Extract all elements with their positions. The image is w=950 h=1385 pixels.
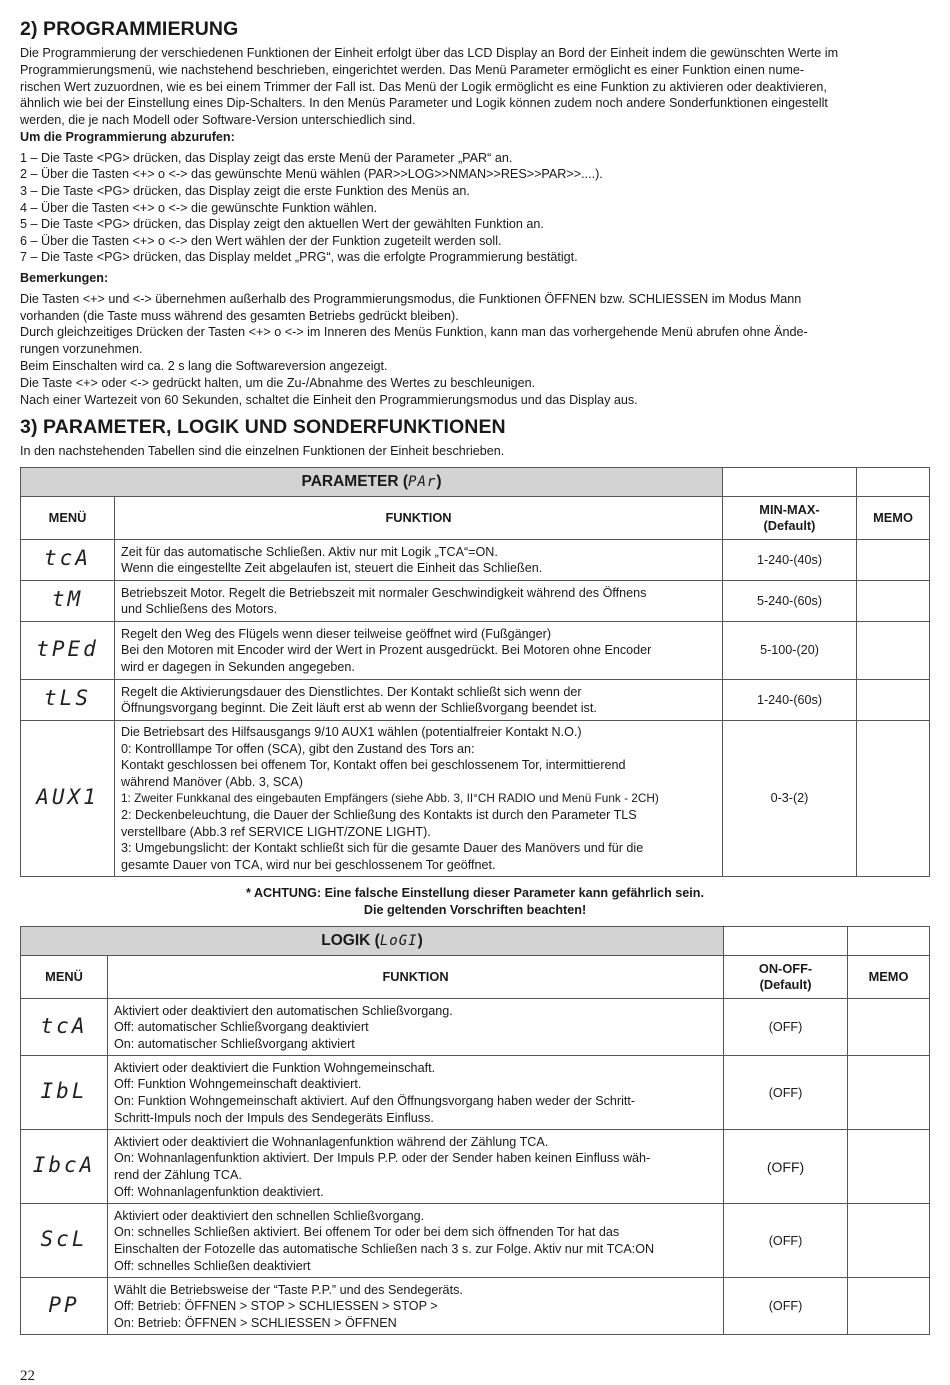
remark-line: rungen vorzunehmen. — [20, 342, 143, 357]
call-heading-text: Um die Programmierung abzurufen: — [20, 129, 235, 144]
remarks-heading-text: Bemerkungen: — [20, 270, 109, 285]
remark-line: Durch gleichzeitiges Drücken der Tasten <+> o <-> im Inneren des Menüs Funktion, kann man das vorhergehende Menü abrufen ohne Ände- — [20, 325, 808, 340]
func-line: gesamte Dauer von TCA, wird nur bei geschlossenem Tor geöffnet. — [121, 857, 496, 872]
empty-cell — [723, 468, 857, 497]
parameter-table-title — [21, 468, 723, 497]
lcd-code: tLS — [44, 686, 91, 711]
function-cell — [115, 721, 723, 877]
range-cell: 0-3-(2) — [723, 721, 857, 877]
function-cell — [115, 581, 723, 622]
remark-line: Beim Einschalten wird ca. 2 s lang die Softwareversion angezeigt. — [20, 358, 388, 373]
func-line: 3: Umgebungslicht: der Kontakt schließt sich für die gesamte Dauer des Manövers und für die — [121, 841, 644, 856]
func-line: Off: Funktion Wohngemeinschaft deaktiviert. — [114, 1077, 362, 1092]
col-function-header: FUNKTION — [115, 497, 723, 540]
table-row — [21, 999, 930, 1056]
function-cell — [108, 1278, 724, 1335]
remark-line: Die Tasten <+> und <-> übernehmen außerhalb des Programmierungsmodus, die Funktionen ÖFFNEN bzw. SCHLIESSEN im Modus Mann — [20, 291, 802, 306]
func-line: Bei den Motoren mit Encoder wird der Wert in Prozent ausgedrückt. Bei Motoren ohne Encoder — [121, 643, 652, 658]
lcd-code: tcA — [44, 546, 91, 571]
lcd-code: ScL — [40, 1227, 88, 1252]
func-line: On: automatischer Schließvorgang aktiviert — [114, 1036, 355, 1051]
call-heading — [20, 129, 930, 146]
func-line: On: Betrieb: ÖFFNEN > SCHLIESSEN > ÖFFNEN — [114, 1315, 397, 1330]
intro-line: werden, die je nach Modell oder Software-Version unterschiedlich sind. — [20, 113, 416, 128]
func-line: Aktiviert oder deaktiviert die Wohnanlagenfunktion während der Zählung TCA. — [114, 1134, 549, 1149]
col-menu-header: MENÜ — [21, 497, 115, 540]
func-line: On: Funktion Wohngemeinschaft aktiviert. Auf den Öffnungsvorgang haben weder der Schritt- — [114, 1093, 636, 1108]
menu-code — [21, 1056, 108, 1130]
range-cell: 5-100-(20) — [723, 622, 857, 680]
function-cell — [115, 680, 723, 721]
page-content — [20, 18, 930, 1335]
range-cell: 1-240-(60s) — [723, 680, 857, 721]
func-line: Einschalten der Fotozelle das automatische Schließen nach 3 s. zur Folge. Aktiv nur mit TCA:ON — [114, 1241, 655, 1256]
func-line: Die Betriebsart des Hilfsausgangs 9/10 AUX1 wählen (potentialfreier Kontakt N.O.) — [121, 725, 582, 740]
memo-cell[interactable] — [848, 1130, 930, 1204]
func-line: Aktiviert oder deaktiviert den automatischen Schließvorgang. — [114, 1003, 453, 1018]
func-line: Aktiviert oder deaktiviert den schnellen Schließvorgang. — [114, 1208, 425, 1223]
function-cell — [108, 1130, 724, 1204]
step-item: 3 – Die Taste <PG> drücken, das Display zeigt die erste Funktion des Menüs an. — [20, 183, 470, 198]
func-line: Regelt den Weg des Flügels wenn dieser teilweise geöffnet wird (Fußgänger) — [121, 626, 552, 641]
lcd-code: PP — [48, 1292, 80, 1317]
range-cell: 1-240-(40s) — [723, 540, 857, 581]
func-line: und Schließens des Motors. — [121, 602, 278, 617]
empty-cell — [724, 927, 848, 956]
step-item: 7 – Die Taste <PG> drücken, das Display meldet „PRG“, was die erfolgte Programmierung bestätigt. — [20, 250, 578, 265]
remarks-list — [20, 291, 930, 409]
menu-code — [21, 581, 115, 622]
func-line: Aktiviert oder deaktiviert die Funktion Wohngemeinschaft. — [114, 1060, 436, 1075]
lcd-code: IbL — [40, 1079, 88, 1104]
default-cell: (OFF) — [724, 1056, 848, 1130]
table-row — [21, 1204, 930, 1278]
col-memo-header: MEMO — [857, 497, 930, 540]
func-line: Off: schnelles Schließen deaktiviert — [114, 1258, 311, 1273]
col-function-header: FUNKTION — [108, 956, 724, 999]
table-row — [21, 581, 930, 622]
func-line: 2: Deckenbeleuchtung, die Dauer der Schließung des Kontakts ist durch den Parameter TLS — [121, 808, 637, 823]
func-line: Zeit für das automatische Schließen. Aktiv nur mit Logik „TCA“=ON. — [121, 544, 498, 559]
lcd-code: IbcA — [32, 1153, 96, 1178]
lcd-code: tM — [51, 587, 84, 612]
func-line: 0: Kontrolllampe Tor offen (SCA), gibt den Zustand des Tors an: — [121, 741, 475, 756]
menu-code — [21, 999, 108, 1056]
func-line: verstellbare (Abb.3 ref SERVICE LIGHT/ZONE LIGHT). — [121, 824, 431, 839]
func-line: Off: automatischer Schließvorgang deaktiviert — [114, 1020, 369, 1035]
page-number: 22 — [20, 1368, 35, 1384]
remark-line: Die Taste <+> oder <-> gedrückt halten, um die Zu-/Abnahme des Wertes zu beschleunigen. — [20, 375, 536, 390]
func-line: Wählt die Betriebsweise der “Taste P.P.” und des Sendegeräts. — [114, 1282, 463, 1297]
func-line: Kontakt geschlossen bei offenem Tor, Kontakt offen bei geschlossenem Tor, intermittierend — [121, 758, 626, 773]
section-3-heading: 3) PARAMETER, LOGIK UND SONDERFUNKTIONEN — [20, 416, 506, 439]
function-cell — [108, 1056, 724, 1130]
step-item: 4 – Über die Tasten <+> o <-> die gewünschte Funktion wählen. — [20, 200, 378, 215]
step-item: 6 – Über die Tasten <+> o <-> den Wert wählen der der Funktion zugeteilt werden soll. — [20, 233, 502, 248]
memo-cell[interactable] — [848, 1204, 930, 1278]
menu-code — [21, 1204, 108, 1278]
default-cell: (OFF) — [724, 999, 848, 1056]
intro-line: ähnlich wie bei der Einstellung eines Dip-Schalters. In den Menüs Parameter und Logik können zudem noch andere Sonderfunktionen eingestellt — [20, 96, 828, 111]
table-row — [21, 1278, 930, 1335]
table-row — [21, 622, 930, 680]
lcd-code: LoGI — [379, 933, 418, 950]
warning-line: Die geltenden Vorschriften beachten! — [363, 903, 587, 918]
remark-line: vorhanden (die Taste muss während des gesamten Betriebs gedrückt bleiben). — [20, 308, 459, 323]
function-cell — [115, 622, 723, 680]
col-range-header — [723, 497, 857, 540]
step-item: 1 – Die Taste <PG> drücken, das Display zeigt das erste Menü der Parameter „PAR“ an. — [20, 150, 513, 165]
func-line: Schritt-Impuls noch der Impuls des Sendegeräts Einfluss. — [114, 1110, 434, 1125]
memo-cell[interactable] — [857, 680, 930, 721]
func-line: On: Wohnanlagenfunktion aktiviert. Der Impuls P.P. oder der Sender haben keinen Einfluss wäh- — [114, 1151, 651, 1166]
func-line: Betriebszeit Motor. Regelt die Betriebszeit mit normaler Geschwindigkeit während des Öffnens — [121, 585, 647, 600]
table-row — [21, 680, 930, 721]
steps-list — [20, 150, 930, 266]
step-item: 5 – Die Taste <PG> drücken, das Display zeigt den aktuellen Wert der gewählten Funktion an. — [20, 217, 544, 232]
memo-cell[interactable] — [848, 999, 930, 1056]
func-line: Regelt die Aktivierungsdauer des Dienstlichtes. Der Kontakt schließt sich wenn der — [121, 684, 582, 699]
func-line: rend der Zählung TCA. — [114, 1167, 242, 1182]
function-cell — [115, 540, 723, 581]
remark-line: Nach einer Wartezeit von 60 Sekunden, schaltet die Einheit den Programmierungsmodus und das Display aus. — [20, 392, 638, 407]
func-line: Off: Wohnanlagenfunktion deaktiviert. — [114, 1184, 324, 1199]
empty-cell — [857, 468, 930, 497]
warning-line: * ACHTUNG: Eine falsche Einstellung dieser Parameter kann gefährlich sein. — [246, 886, 704, 901]
default-cell: (OFF) — [724, 1130, 848, 1204]
title-text: PARAMETER ( — [301, 472, 409, 490]
menu-code — [21, 622, 115, 680]
step-item: 2 – Über die Tasten <+> o <-> das gewünschte Menü wählen (PAR>>LOG>>NMAN>>RES>>PAR>>....). — [20, 167, 603, 182]
function-cell — [108, 1204, 724, 1278]
default-cell: (OFF) — [724, 1204, 848, 1278]
memo-cell[interactable] — [857, 721, 930, 877]
col-range-header — [724, 956, 848, 999]
logic-table-title — [21, 927, 724, 956]
intro-line: Die Programmierung der verschiedenen Funktionen der Einheit erfolgt über das LCD Display an Bord der Einheit indem die gewünschten Werte im — [20, 46, 839, 60]
menu-code — [21, 540, 115, 581]
parameter-table — [20, 467, 930, 877]
empty-cell — [848, 927, 930, 956]
func-line: während Manöver (Abb. 3, SCA) — [121, 774, 303, 789]
default-cell: (OFF) — [724, 1278, 848, 1335]
range-cell: 5-240-(60s) — [723, 581, 857, 622]
range-header-line1: MIN-MAX- — [759, 501, 820, 517]
title-end: ) — [436, 472, 442, 490]
menu-code — [21, 1130, 108, 1204]
table-row — [21, 1056, 930, 1130]
col-memo-header: MEMO — [848, 956, 930, 999]
memo-cell[interactable] — [857, 581, 930, 622]
memo-cell[interactable] — [857, 622, 930, 680]
lcd-code: tPEd — [36, 636, 99, 661]
intro-line: rischen Wert zuzuordnen, wie es bei einem Trimmer der Fall ist. Das Menü der Logik ermöglicht es eine Funktion zu aktivieren oder deaktivieren, — [20, 79, 827, 94]
func-line: Wenn die eingestellte Zeit abgelaufen ist, steuert die Einheit das Schließen. — [121, 561, 543, 576]
memo-cell[interactable] — [848, 1056, 930, 1130]
range-header-line2: (Default) — [763, 518, 816, 534]
title-end: ) — [417, 932, 423, 950]
func-line: wird er dagegen in Sekunden angegeben. — [121, 659, 355, 674]
menu-code — [21, 721, 115, 877]
range-header-line2: (Default) — [759, 977, 812, 993]
memo-cell[interactable] — [857, 540, 930, 581]
memo-cell[interactable] — [848, 1278, 930, 1335]
lcd-code: AUX1 — [36, 784, 99, 809]
title-text: LOGIK ( — [321, 932, 380, 950]
function-cell — [108, 999, 724, 1056]
table-row — [21, 540, 930, 581]
func-line: Off: Betrieb: ÖFFNEN > STOP > SCHLIESSEN > STOP > — [114, 1299, 438, 1314]
range-header-line1: ON-OFF- — [758, 960, 813, 976]
lcd-code: tcA — [40, 1013, 88, 1038]
section-2-intro — [20, 45, 930, 129]
func-line: 1: Zweiter Funkkanal des eingebauten Empfängers (siehe Abb. 3, II°CH RADIO und Menü Funk - 2CH) — [121, 791, 659, 806]
intro-line: Programmierungsmenü, wie nachstehend beschrieben, eingerichtet werden. Das Menü Parameter ermöglicht es einer Funktion einen nume- — [20, 62, 805, 77]
func-line: On: schnelles Schließen aktiviert. Bei offenem Tor oder bei dem sich öffnenden Tor hat das — [114, 1225, 620, 1240]
table-row — [21, 1130, 930, 1204]
table-row — [21, 721, 930, 877]
warning-note — [20, 885, 930, 919]
menu-code — [21, 680, 115, 721]
remarks-heading — [20, 270, 930, 287]
func-line: Öffnungsvorgang beginnt. Die Zeit läuft erst ab wenn der Schließvorgang beendet ist. — [121, 701, 597, 716]
logic-table — [20, 926, 930, 1335]
lcd-code: PAr — [408, 473, 437, 490]
section-3-intro: In den nachstehenden Tabellen sind die einzelnen Funktionen der Einheit beschrieben. — [20, 444, 505, 459]
col-menu-header: MENÜ — [21, 956, 108, 999]
section-2-heading: 2) PROGRAMMIERUNG — [20, 18, 239, 40]
menu-code — [21, 1278, 108, 1335]
